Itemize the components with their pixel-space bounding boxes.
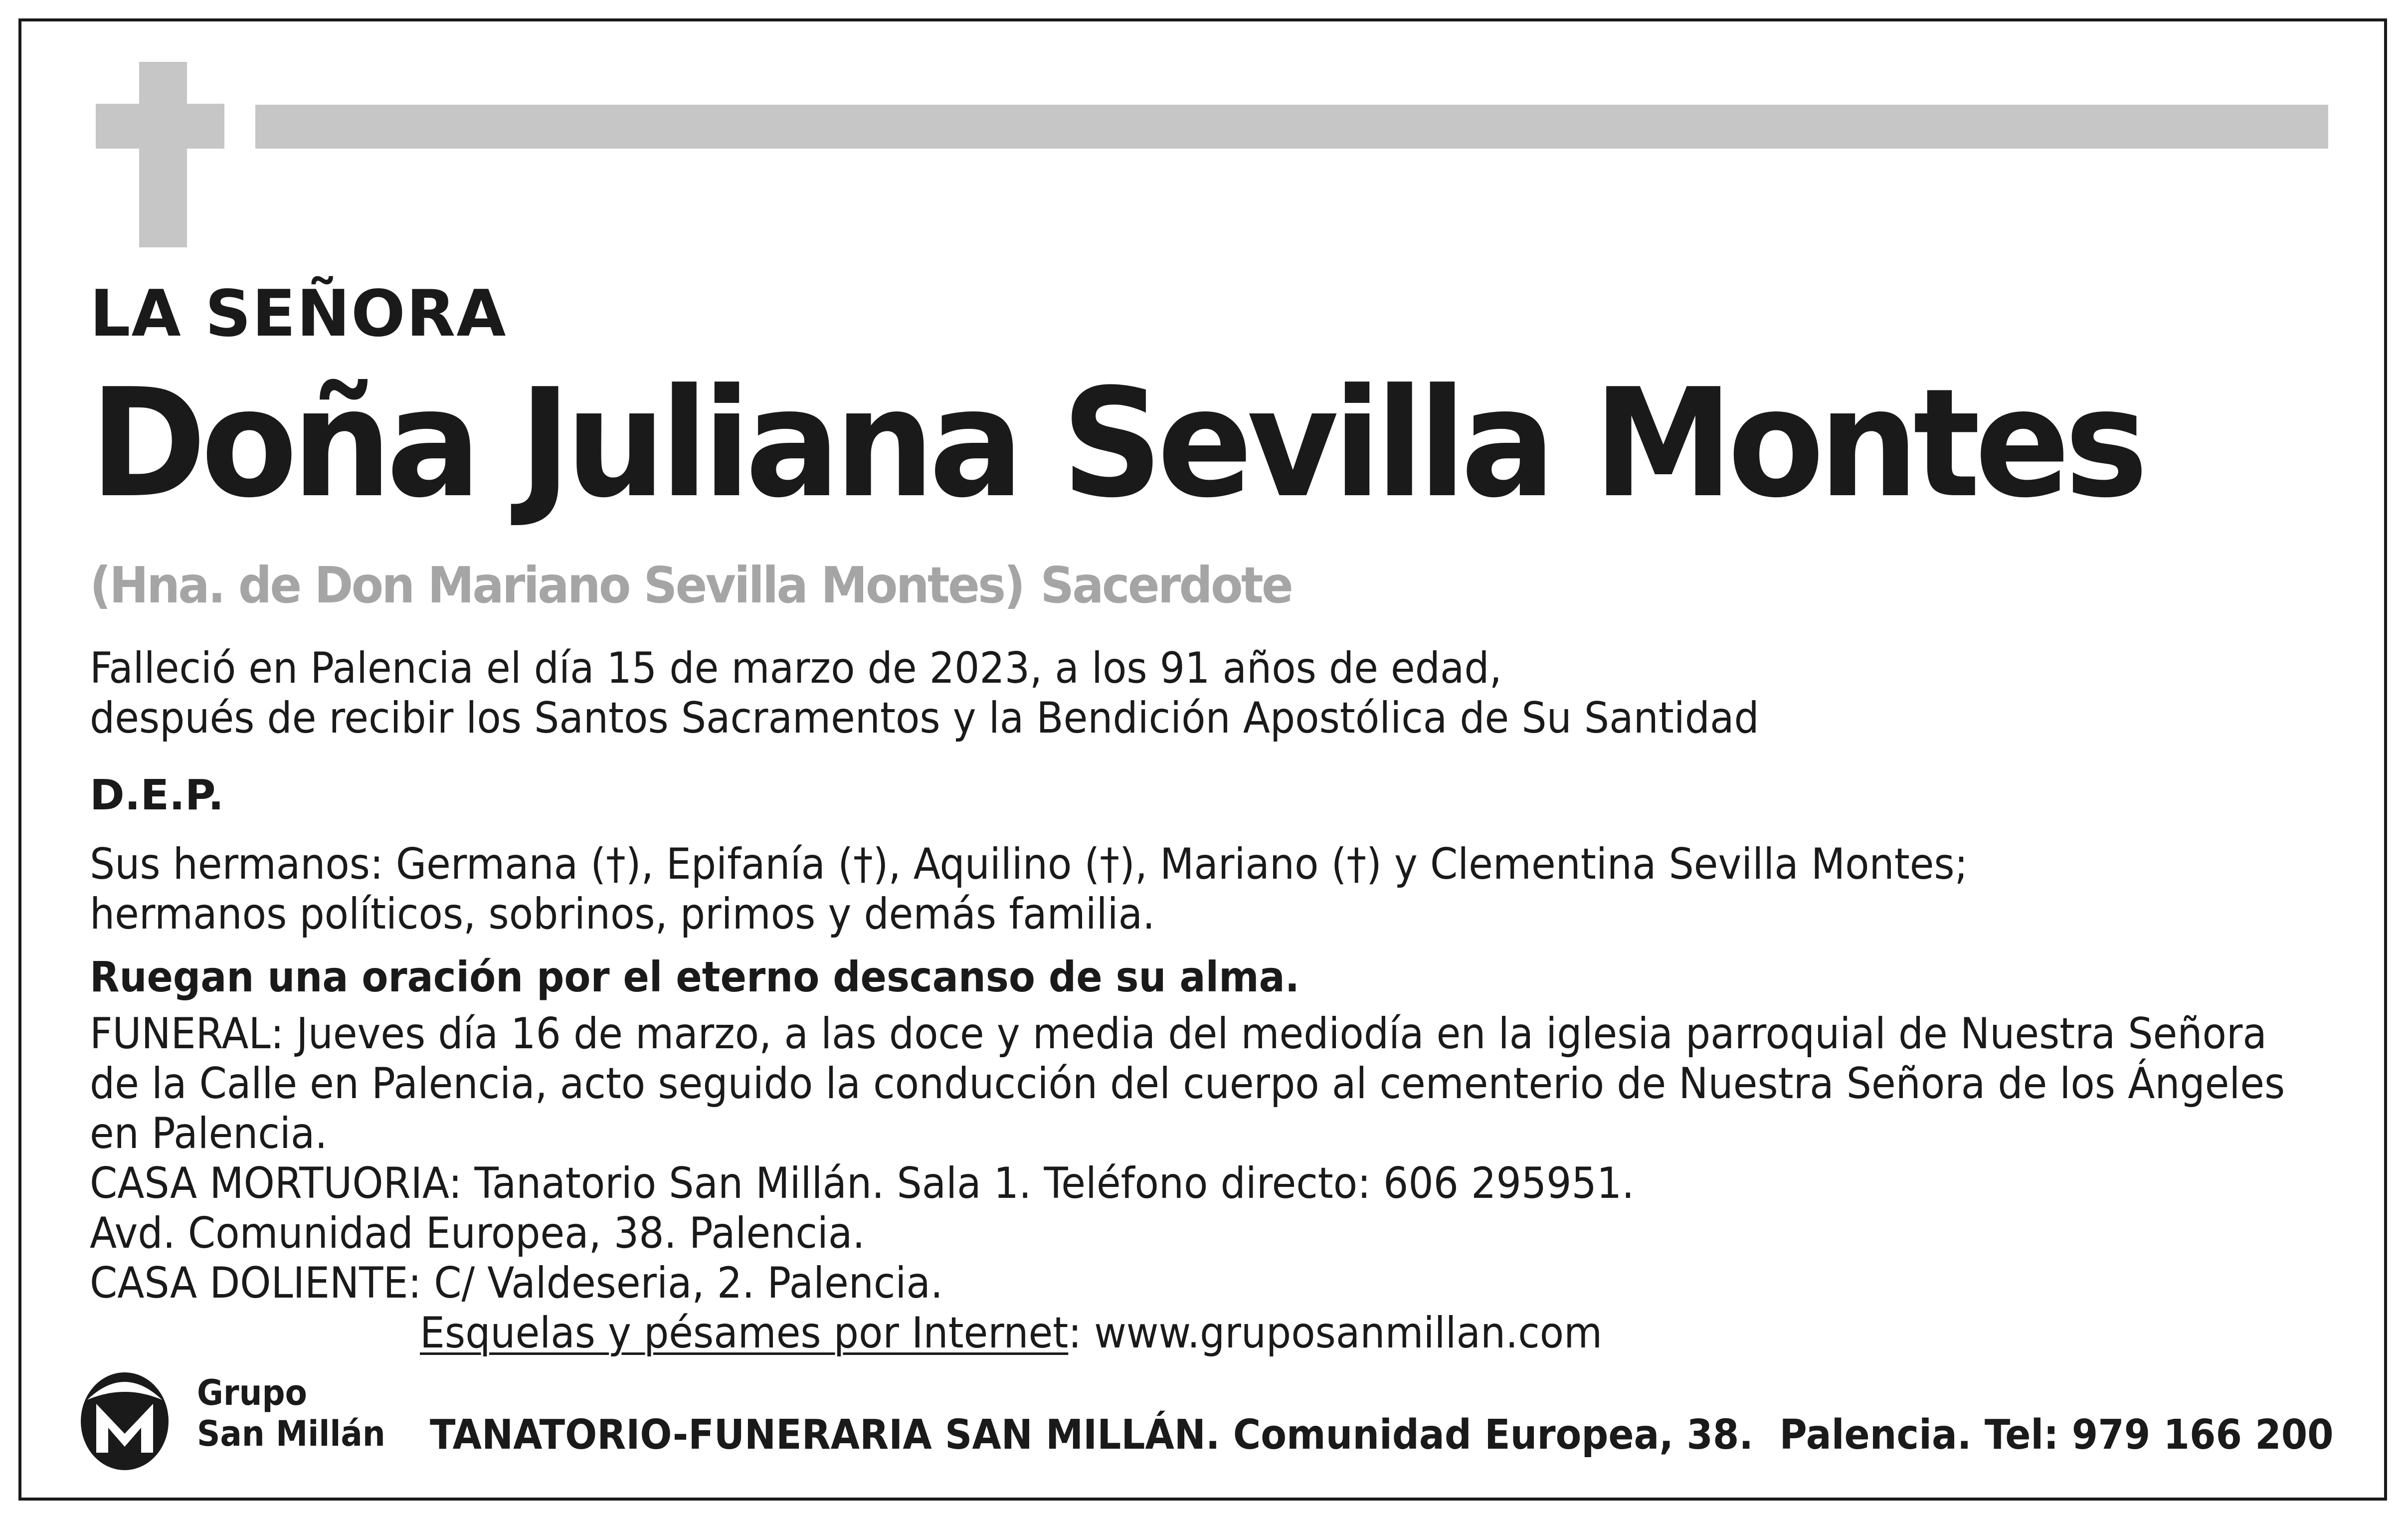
grupo-san-millan-logo-icon xyxy=(77,1369,172,1474)
mourning-house: CASA DOLIENTE: C/ Valdeseria, 2. Palencia. xyxy=(90,1258,943,1308)
mortuary-line-1: CASA MORTUORIA: Tanatorio San Millán. Sala 1. Teléfono directo: 606 295951. xyxy=(90,1158,1635,1208)
logo-line-1: Grupo xyxy=(197,1372,307,1413)
death-details xyxy=(90,643,1759,743)
cross-icon-vertical xyxy=(139,62,187,247)
family-line-1: Sus hermanos: Germana (†), Epifanía (†), Aquilino (†), Mariano (†) y Clementina Sevilla Montes; xyxy=(90,839,1968,889)
logo-wordmark xyxy=(197,1372,385,1454)
web-label-link[interactable]: Esquelas y pésames por Internet xyxy=(420,1308,1069,1358)
mortuary-line-2: Avd. Comunidad Europea, 38. Palencia. xyxy=(90,1208,865,1258)
family-details xyxy=(90,839,1968,939)
family-line-2: hermanos políticos, sobrinos, primos y demás familia. xyxy=(90,889,1155,939)
deceased-name: Doña Juliana Sevilla Montes xyxy=(90,357,2143,531)
death-line-1: Falleció en Palencia el día 15 de marzo de 2023, a los 91 años de edad, xyxy=(90,643,1502,693)
relation-text: (Hna. de Don Mariano Sevilla Montes) xyxy=(90,556,1024,614)
funeral-line-3: en Palencia. xyxy=(90,1109,328,1158)
dep-text: D.E.P. xyxy=(90,770,224,819)
death-line-2: después de recibir los Santos Sacramentos y la Bendición Apostólica de Su Santidad xyxy=(90,693,1759,743)
funeral-line-1: FUNERAL: Jueves día 16 de marzo, a las doce y media del mediodía en la iglesia parroquial de Nuestra Señora xyxy=(90,1009,2267,1059)
prayer-request: Ruegan una oración por el eterno descanso de su alma. xyxy=(90,952,1300,1001)
relation-line xyxy=(90,556,1292,614)
logo-line-2: San Millán xyxy=(197,1413,385,1454)
funeral-details xyxy=(90,1009,2285,1308)
cross-icon-horizontal xyxy=(96,104,224,149)
funeral-line-2: de la Calle en Palencia, acto seguido la conducción del cuerpo al cementerio de Nuestra Señora de los Ángeles xyxy=(90,1059,2285,1109)
relation-role: Sacerdote xyxy=(1040,556,1292,614)
header-bar xyxy=(255,105,2328,149)
footer-contact: TANATORIO-FUNERARIA SAN MILLÁN. Comunidad Europea, 38. Palencia. Tel: 979 166 200 xyxy=(430,1411,2334,1459)
web-line xyxy=(420,1308,1602,1358)
title-prefix: LA SEÑORA xyxy=(90,277,507,351)
web-url: : www.gruposanmillan.com xyxy=(1068,1308,1603,1358)
